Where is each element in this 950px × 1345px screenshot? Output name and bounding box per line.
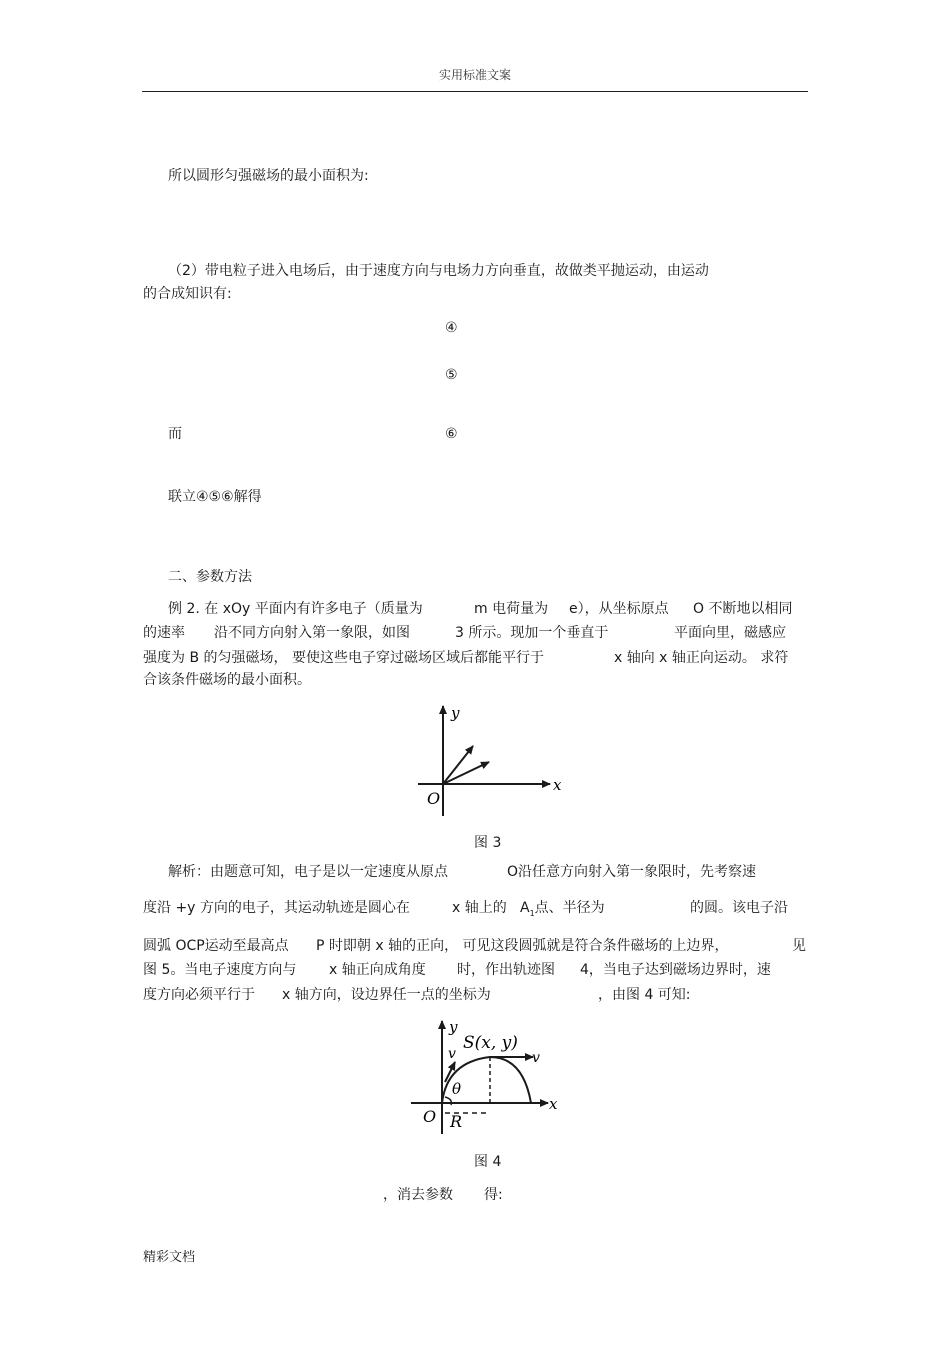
analysis-line3-b: P 时即朝 x 轴的正向， 可见这段圆弧就是符合条件磁场的上边界， (316, 938, 729, 954)
fig4-velocity-label-top: v (532, 1050, 540, 1066)
analysis-line2-b: x 轴上的 (452, 900, 507, 916)
example-line4: 合该条件磁场的最小面积。 (143, 672, 311, 688)
analysis-line5-b: x 轴方向，设边界任一点的坐标为 (282, 987, 491, 1003)
example-line1-b: m 电荷量为 (474, 601, 549, 617)
example-line3-b: x 轴向 x 轴正向运动。 求符 (614, 650, 789, 666)
analysis-line4-c: 时，作出轨迹图 (457, 962, 555, 978)
fig4-point-s-label: S(x, y) (463, 1033, 518, 1053)
fig3-x-label: x (553, 776, 562, 794)
paragraph-solve: 联立④⑤⑥解得 (168, 489, 262, 505)
analysis-line2-d: 点、半径为 (534, 900, 605, 916)
page-header-title: 实用标准文案 (438, 68, 511, 82)
final-line-b: 得: (484, 1187, 503, 1203)
fig4-velocity-label-left: v (448, 1046, 456, 1062)
paragraph-electric-field-line1: （2）带电粒子进入电场后，由于速度方向与电场力方向垂直，故做类平抛运动，由运动 (168, 263, 709, 279)
paragraph-electric-field-line2: 的合成知识有: (143, 286, 232, 302)
analysis-line3-c: 见 (792, 938, 806, 954)
figure-3-caption: 图 3 (474, 835, 502, 851)
example-line2-a: 的速率 (143, 625, 185, 641)
point-a1-subscript: 1 (529, 908, 535, 918)
analysis-line2-e: 的圆。该电子沿 (690, 900, 788, 916)
analysis-line4-a: 图 5。当电子速度方向与 (143, 962, 297, 978)
equation-number-6: ⑥ (445, 426, 458, 442)
analysis-line3-a: 圆弧 OCP运动至最高点 (143, 938, 289, 954)
figure-4-caption: 图 4 (474, 1154, 502, 1170)
fig4-origin-label: O (423, 1107, 437, 1126)
page-footer: 精彩文档 (143, 1250, 196, 1265)
example-line1-d: O 不断地以相同 (693, 601, 793, 617)
figure-4 (405, 1016, 570, 1136)
example-line1-a: 例 2. 在 xOy 平面内有许多电子（质量为 (168, 601, 423, 617)
example-line1-c: e），从坐标原点 (569, 601, 669, 617)
equation-number-5: ⑤ (445, 367, 458, 383)
example-line2-c: 3 所示。现加一个垂直于 (455, 625, 609, 641)
text-er: 而 (168, 426, 182, 442)
fig4-theta-label: θ (452, 1080, 462, 1098)
analysis-line4-b: x 轴正向成角度 (329, 962, 426, 978)
fig3-origin-label: O (427, 789, 441, 808)
example-line2-b: 沿不同方向射入第一象限，如图 (214, 625, 410, 641)
analysis-line4-d: 4，当电子达到磁场边界时，速 (580, 962, 771, 978)
final-line-a: ，消去参数 (383, 1187, 453, 1203)
example-line3-a: 强度为 B 的匀强磁场， 要使这些电子穿过磁场区域后都能平行于 (143, 650, 544, 666)
analysis-line2-c (520, 899, 605, 923)
section-heading: 二、参数方法 (168, 569, 252, 585)
analysis-line1-b: O沿任意方向射入第一象限时，先考察速 (507, 864, 757, 880)
figure-3 (410, 700, 570, 822)
fig3-y-label: y (451, 704, 460, 722)
fig4-y-label: y (449, 1018, 458, 1036)
example-line2-d: 平面向里，磁感应 (674, 625, 786, 641)
fig4-x-label: x (549, 1095, 558, 1113)
analysis-line1-a: 解析：由题意可知，电子是以一定速度从原点 (168, 864, 448, 880)
analysis-line5-a: 度方向必须平行于 (143, 987, 255, 1003)
fig3-velocity-arrow-steep (443, 746, 473, 784)
paragraph-min-area: 所以圆形匀强磁场的最小面积为: (168, 168, 369, 184)
fig4-radius-label: R (450, 1112, 463, 1131)
fig3-velocity-arrow-shallow (443, 762, 489, 784)
header-rule (142, 91, 808, 92)
point-a1-label: A (520, 900, 530, 916)
equation-number-4: ④ (445, 320, 458, 336)
analysis-line2-a: 度沿 +y 方向的电子，其运动轨迹是圆心在 (143, 900, 410, 916)
analysis-line5-c: ，由图 4 可知: (598, 987, 691, 1003)
